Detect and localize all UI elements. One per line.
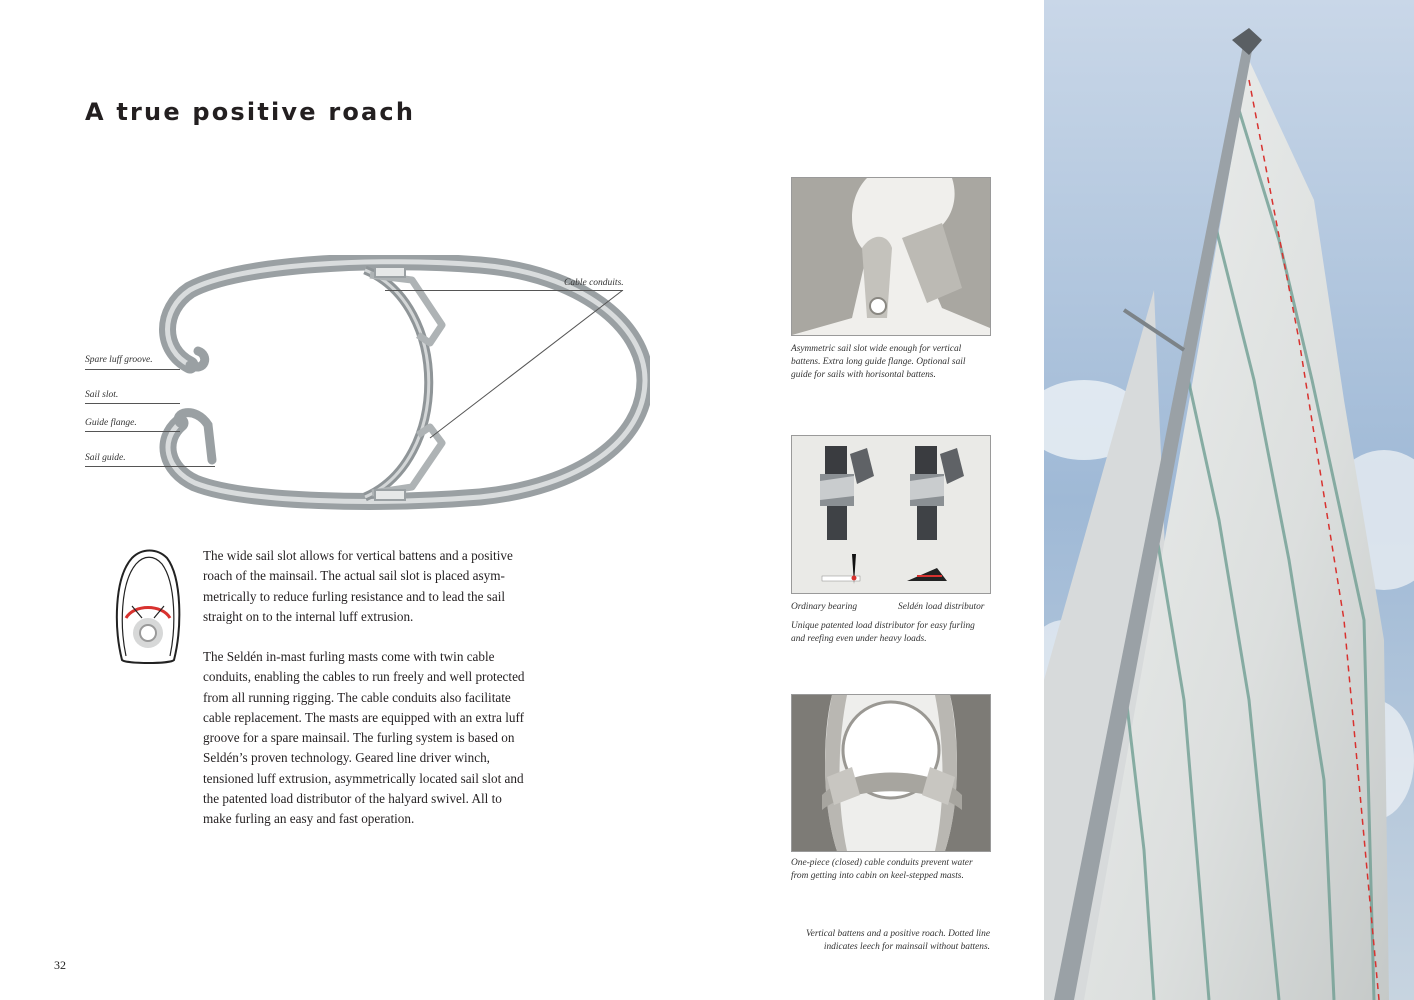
callout-line-cable-diagonal xyxy=(425,290,625,440)
page-number: 32 xyxy=(54,958,66,972)
photo-bearings-caption: Unique patented load distributor for easy furling and reefing even under heavy loads. xyxy=(791,621,975,645)
callout-cable-conduits: Cable conduits. xyxy=(564,278,624,288)
callout-line-guide-flange xyxy=(85,431,180,432)
photo-sail-slot xyxy=(791,177,991,336)
body-paragraph-1: The wide sail slot allows for vertical battens and a positive roach of the mainsail. The actual sail slot is placed asym-metrically to reduce furling resistance and to lead the sail straight on to the internal luff extrusion. xyxy=(203,548,513,624)
body-paragraph-2: The Seldén in-mast furling masts come with twin cable conduits, enabling the cables to run freely and well protected from all running rigging. The cable conduits also facilitate cable replacement. The masts are equipped with an extra luff groove for a spare mainsail. The furling system is based on Seldén’s proven technology. Geared line driver winch, tensioned luff extrusion, asymmetrically located sail slot and the patented load distributor of the halyard swivel. All to make furling an easy and fast operation. xyxy=(203,649,525,827)
photo-cable-conduits-caption: One-piece (closed) cable conduits prevent water from getting into cabin on keel-stepped masts. xyxy=(791,858,973,882)
callout-line-spare-groove xyxy=(85,369,180,370)
callout-line-sail-guide xyxy=(85,466,215,467)
callout-sail-guide: Sail guide. xyxy=(85,453,126,463)
bearing-label-ordinary: Ordinary bearing xyxy=(791,602,858,612)
callout-spare-luff-groove: Spare luff groove. xyxy=(85,355,153,365)
sail-photo xyxy=(1044,0,1414,1000)
callout-sail-slot: Sail slot. xyxy=(85,390,119,400)
callout-guide-flange: Guide flange. xyxy=(85,418,137,428)
photo-bearings xyxy=(791,435,991,594)
page-title: A true positive roach xyxy=(85,98,416,126)
photo-cable-conduits xyxy=(791,694,991,852)
sail-photo-caption: Vertical battens and a positive roach. Dotted line indicates leech for mainsail without battens. xyxy=(806,929,990,953)
bearing-label-selden: Seldén load distributor xyxy=(898,602,985,612)
callout-line-sail-slot xyxy=(85,403,180,404)
mast-outline-icon xyxy=(112,548,184,668)
photo-sail-slot-caption: Asymmetric sail slot wide enough for vertical battens. Extra long guide flange. Optional sail guide for sails with horisontal battens. xyxy=(791,344,966,381)
